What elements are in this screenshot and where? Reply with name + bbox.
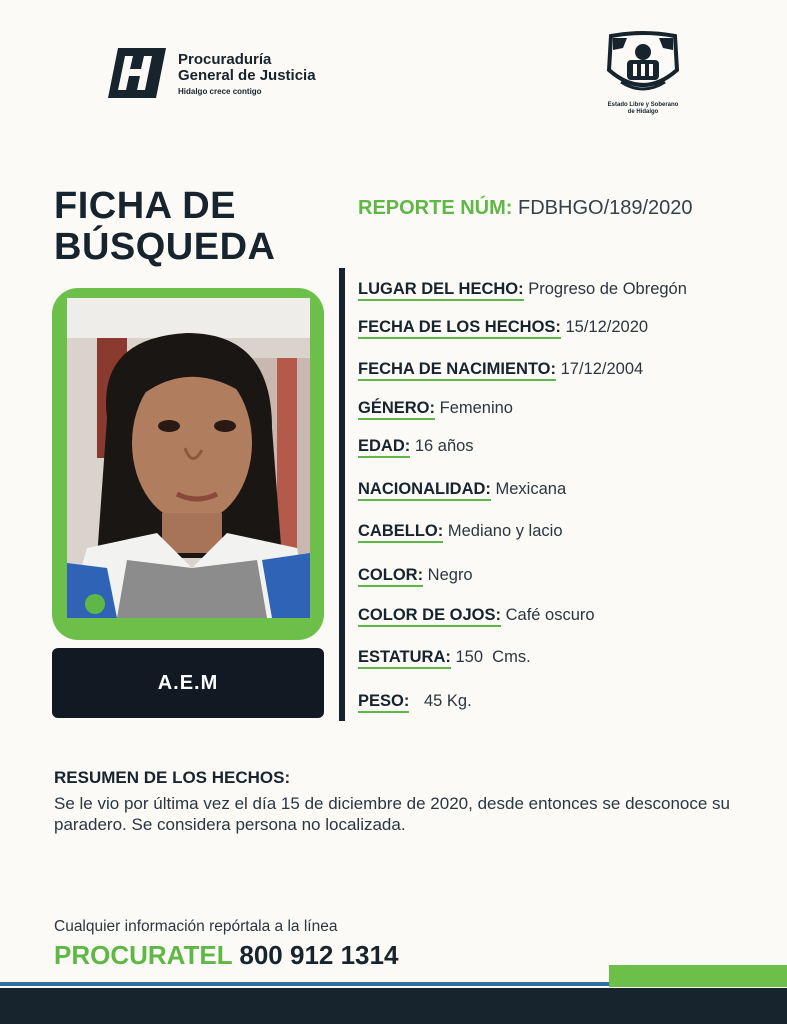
field-value: Café oscuro [505, 606, 595, 624]
field-edad [358, 437, 474, 456]
field-value: Negro [427, 566, 473, 584]
field-peso [358, 692, 472, 711]
footer-green-strip [609, 965, 787, 987]
vertical-divider [339, 268, 345, 721]
field-label: ESTATURA: [358, 648, 451, 669]
h-logo-icon [108, 48, 166, 98]
field-label: PESO: [358, 692, 409, 713]
summary-text: Se le vio por última vez el día 15 de diciembre de 2020, desde entonces se desconoce su paradero. Se considera persona no localizada. [54, 794, 730, 834]
field-label: GÉNERO: [358, 399, 435, 420]
field-nacionalidad [358, 480, 566, 499]
field-color [358, 566, 473, 585]
field-value: 150 Cms. [455, 648, 531, 666]
field-fecha-nacimiento [358, 360, 643, 379]
report-number [358, 197, 693, 220]
field-color-ojos [358, 606, 595, 625]
missing-person-photo [67, 298, 310, 618]
title-line-2: BÚSQUEDA [54, 226, 276, 268]
field-value: 15/12/2020 [565, 318, 649, 336]
footer-blue-line [0, 982, 609, 986]
field-fecha-hechos [358, 318, 648, 337]
field-label: COLOR: [358, 566, 423, 587]
seal-line-1: Estado Libre y Soberano [607, 102, 679, 108]
field-cabello [358, 522, 563, 541]
field-label: CABELLO: [358, 522, 443, 543]
field-genero [358, 399, 513, 418]
field-value: Mediano y lacio [447, 522, 563, 540]
field-value: Mexicana [495, 480, 567, 498]
hotline-brand: PROCURATEL [54, 940, 233, 970]
report-value: FDBHGO/189/2020 [518, 197, 693, 219]
field-value: Femenino [439, 399, 513, 417]
page-title [54, 186, 275, 268]
field-value: Progreso de Obregón [528, 280, 687, 298]
field-label: FECHA DE NACIMIENTO: [358, 360, 556, 381]
footer-dark-strip [0, 988, 787, 1024]
report-label: REPORTE NÚM: [358, 197, 513, 219]
field-label: NACIONALIDAD: [358, 480, 491, 501]
field-label: LUGAR DEL HECHO: [358, 280, 524, 301]
org-line-1: Procuraduría [178, 51, 272, 68]
hotline [54, 940, 398, 971]
org-line-2: General de Justicia [178, 66, 316, 84]
seal-line-2: de Hidalgo [627, 108, 659, 115]
org-tagline: Hidalgo crece contigo [178, 86, 262, 96]
seal-caption [597, 102, 689, 115]
field-label: EDAD: [358, 437, 410, 458]
hidalgo-seal-icon [603, 30, 683, 100]
field-label: FECHA DE LOS HECHOS: [358, 318, 561, 339]
field-value: 16 años [414, 437, 474, 455]
person-name: A.E.M [157, 671, 219, 694]
field-estatura [358, 648, 531, 667]
field-lugar [358, 280, 687, 299]
summary-title: RESUMEN DE LOS HECHOS: [54, 768, 291, 787]
field-label: COLOR DE OJOS: [358, 606, 501, 627]
org-name [178, 52, 316, 96]
contact-prompt: Cualquier información repórtala a la línea [54, 918, 338, 935]
title-line-1: FICHA DE [54, 185, 237, 227]
person-name-box [52, 648, 324, 718]
field-value: 45 Kg. [423, 692, 472, 710]
hotline-number: 800 912 1314 [239, 940, 399, 970]
field-value: 17/12/2004 [560, 360, 644, 378]
